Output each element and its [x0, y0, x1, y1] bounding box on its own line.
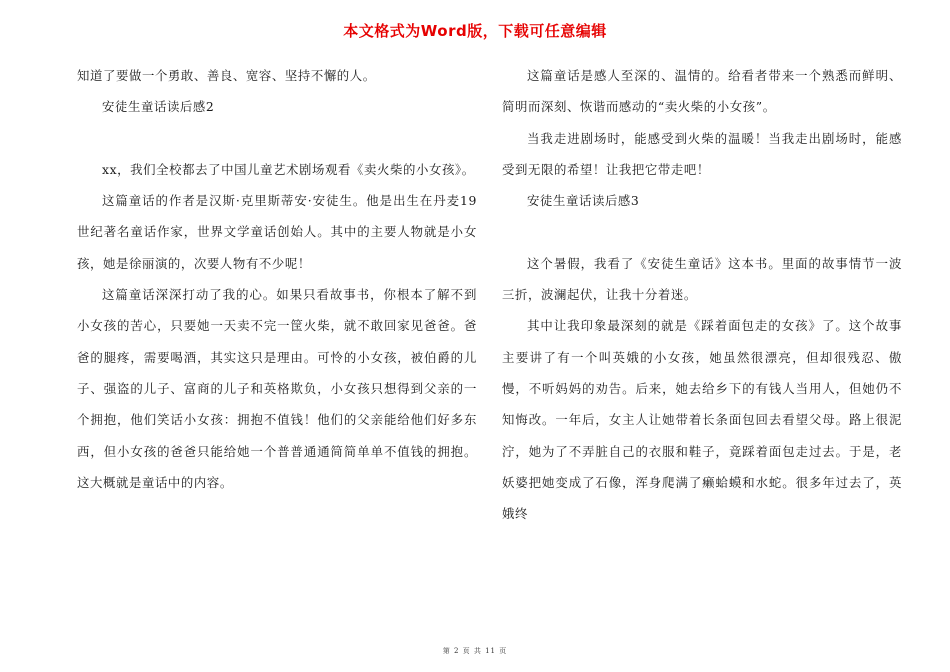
- right-column: [502, 60, 902, 529]
- section-heading: 安徒生童话读后感3: [527, 193, 640, 209]
- blank-line: [77, 123, 477, 154]
- blank-line: [502, 216, 902, 247]
- paragraph: 知道了要做一个勇敢、善良、宽容、坚持不懈的人。: [77, 68, 376, 83]
- document-banner: 本文格式为Word版，下载可任意编辑: [343, 22, 607, 40]
- paragraph: 这个暑假，我看了《安徒生童话》这本书。里面的故事情节一波三折，波澜起伏，让我十分着迷。: [502, 255, 902, 303]
- paragraph: 这篇童话是感人至深的、温情的。给看者带来一个熟悉而鲜明、简明而深刻、恢谐而感动的“卖火柴的小女孩”。: [502, 68, 902, 115]
- paragraph: xx，我们全校都去了中国儿童艺术剧场观看《卖火柴的小女孩》。: [102, 161, 475, 177]
- left-column: [77, 60, 477, 498]
- section-heading: 安徒生童话读后感2: [102, 99, 215, 115]
- paragraph: 其中让我印象最深刻的就是《踩着面包走的女孩》了。这个故事主要讲了有一个叫英娥的小女孩，她虽然很漂亮，但却很残忍、傲慢，不听妈妈的劝告。后来，她去给乡下的有钱人当用人，但她仍不知悔改。一年后，女主人让她带着长条面包回去看望父母。路上很泥泞，她为了不弄脏自己的衣服和鞋子，竟踩着面包走过去。于是，老妖婆把她变成了石像，浑身爬满了癞蛤蟆和水蛇。很多年过去了，英娥终: [502, 318, 902, 522]
- paragraph: 当我走进剧场时，能感受到火柴的温暖！当我走出剧场时，能感受到无限的希望！让我把它带走吧！: [502, 130, 902, 177]
- paragraph: 这篇童话深深打动了我的心。如果只看故事书，你根本了解不到小女孩的苦心，只要她一天卖不完一筐火柴，就不敢回家见爸爸。爸爸的腿疼，需要喝酒，其实这只是理由。可怜的小女孩，被伯爵的儿子、强盗的儿子、富商的儿子和英格欺负，小女孩只想得到父亲的一个拥抱，他们笑话小女孩：拥抱不值钱！他们的父亲能给他们好多东西，但小女孩的爸爸只能给她一个普普通通简简单单不值钱的拥抱。这大概就是童话中的内容。: [77, 287, 477, 490]
- paragraph: 这篇童话的作者是汉斯·克里斯蒂安·安徒生。他是出生在丹麦19世纪著名童话作家，世界文学童话创始人。其中的主要人物就是小女孩，她是徐丽演的，次要人物有不少呢！: [77, 193, 477, 271]
- page-number: 第 2 页 共 11 页: [442, 647, 508, 655]
